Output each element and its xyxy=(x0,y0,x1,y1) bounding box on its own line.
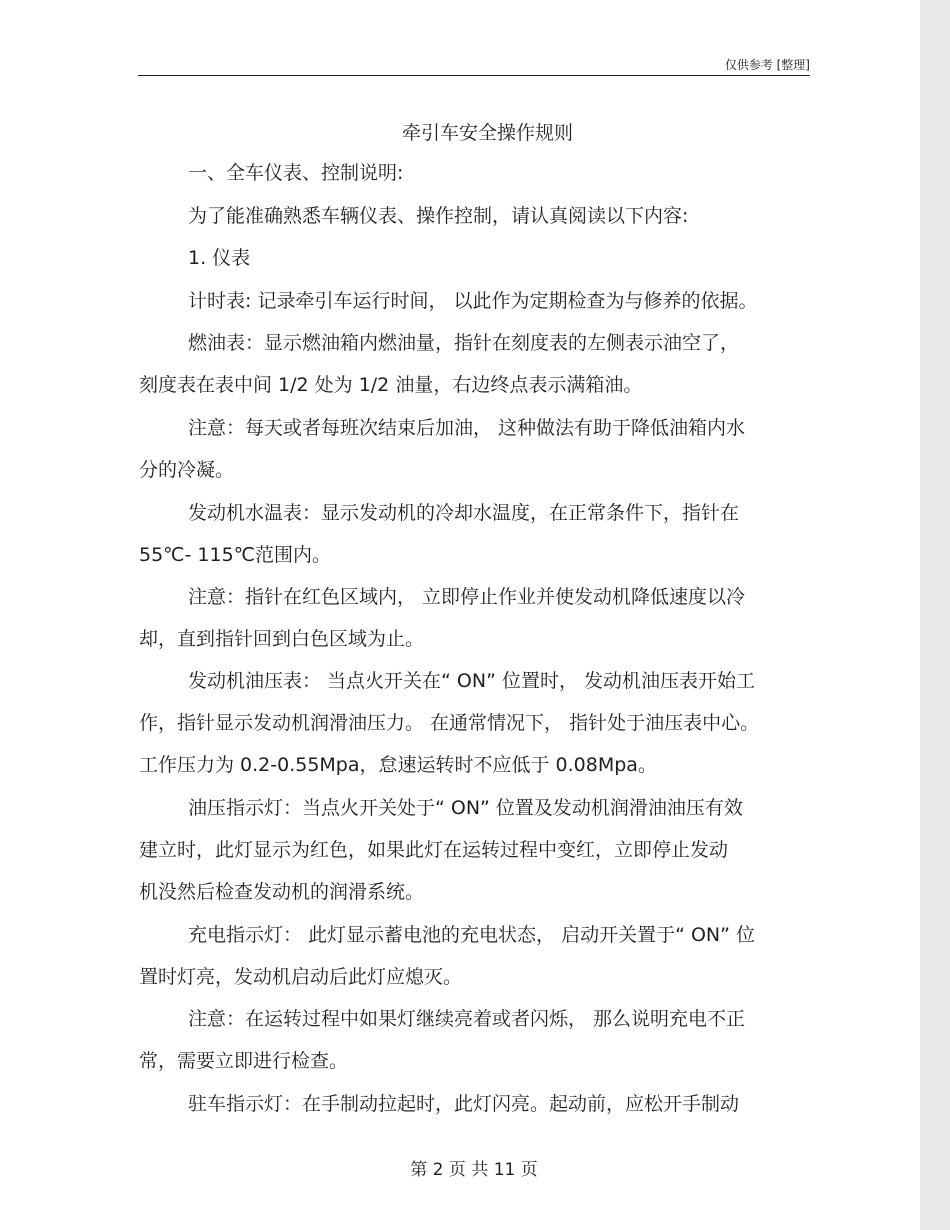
section-heading: 一、全车仪表、控制说明: xyxy=(188,162,404,184)
paragraph-line: 置时灯亮，发动机启动后此灯应熄灭。 xyxy=(139,966,463,988)
paragraph-line: 燃油表：显示燃油箱内燃油量，指针在刻度表的左侧表示油空了， xyxy=(188,332,740,354)
header-note: 仅供参考 [整理] xyxy=(724,58,810,72)
intro-line: 为了能准确熟悉车辆仪表、操作控制，请认真阅读以下内容: xyxy=(188,205,689,227)
subsection-heading: 1. 仪表 xyxy=(188,247,251,269)
page-number: 第 2 页 共 11 页 xyxy=(410,1160,538,1180)
paragraph-line: 充电指示灯： 此灯显示蓄电池的充电状态， 启动开关置于“ ON” 位 xyxy=(188,924,756,946)
paragraph-line: 注意：指针在红色区域内， 立即停止作业并使发动机降低速度以冷 xyxy=(188,586,746,608)
paragraph-line: 分的冷凝。 xyxy=(139,459,235,481)
paragraph-line: 发动机油压表： 当点火开关在“ ON” 位置时， 发动机油压表开始工 xyxy=(188,670,756,692)
paragraph-line: 工作压力为 0.2-0.55Mpa，怠速运转时不应低于 0.08Mpa。 xyxy=(139,754,657,776)
paragraph-line: 发动机水温表：显示发动机的冷却水温度，在正常条件下，指针在 xyxy=(188,502,740,524)
paragraph-line: 作，指针显示发动机润滑油压力。 在通常情况下， 指针处于油压表中心。 xyxy=(139,712,760,734)
paragraph-line: 刻度表在表中间 1/2 处为 1/2 油量，右边终点表示满箱油。 xyxy=(139,374,643,396)
document-title: 牵引车安全操作规则 xyxy=(401,122,573,144)
paragraph-line: 驻车指示灯：在手制动拉起时，此灯闪亮。起动前，应松开手制动 xyxy=(188,1093,740,1115)
paragraph-line: 注意：在运转过程中如果灯继续亮着或者闪烁， 那么说明充电不正 xyxy=(188,1008,746,1030)
paragraph-line: 计时表: 记录牵引车运行时间， 以此作为定期检查为与修养的依据。 xyxy=(188,290,758,312)
paragraph-line: 建立时，此灯显示为红色，如果此灯在运转过程中变红，立即停止发动 xyxy=(139,839,729,861)
header-divider xyxy=(138,75,810,76)
paragraph-line: 却，直到指针回到白色区域为止。 xyxy=(139,628,425,650)
paragraph-line: 机没然后检查发动机的润滑系统。 xyxy=(139,881,425,903)
paragraph-line: 常，需要立即进行检查。 xyxy=(139,1050,349,1072)
paragraph-line: 55℃- 115℃范围内。 xyxy=(139,544,332,566)
paragraph-line: 油压指示灯：当点火开关处于“ ON” 位置及发动机润滑油油压有效 xyxy=(188,797,743,819)
paragraph-line: 注意：每天或者每班次结束后加油， 这种做法有助于降低油箱内水 xyxy=(188,417,746,439)
